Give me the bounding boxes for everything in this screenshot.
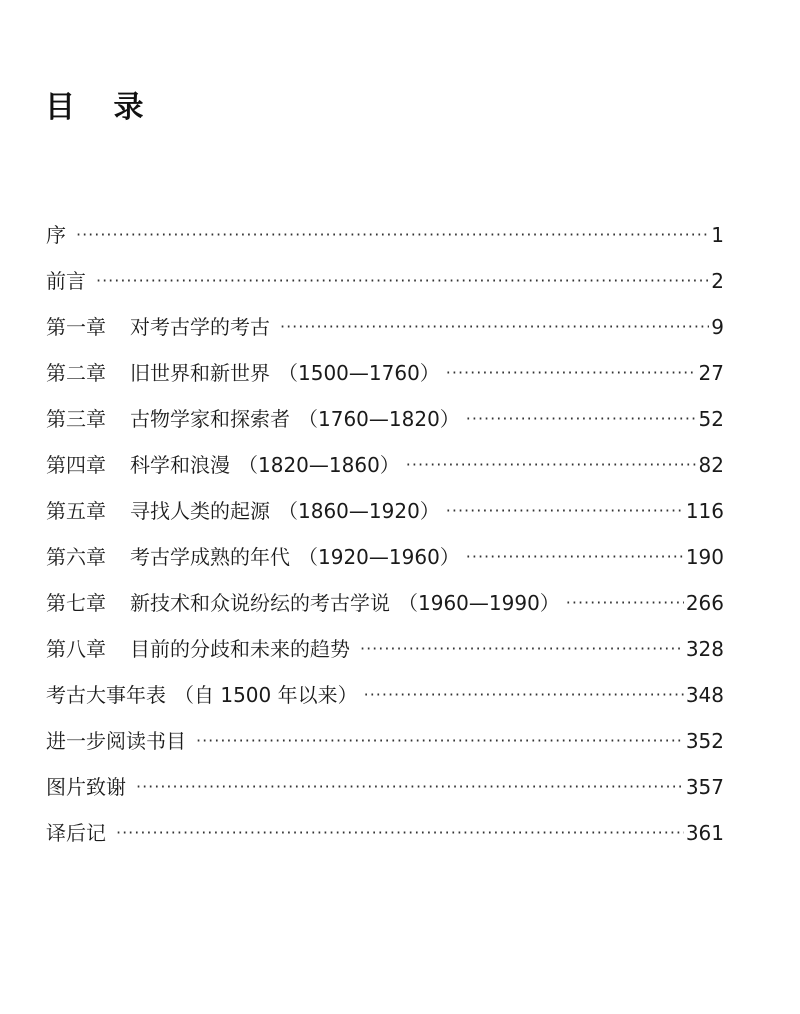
toc-entry-title: 目前的分歧和未来的趋势	[130, 637, 350, 661]
toc-entry-page-number: 357	[685, 775, 724, 799]
toc-entry-chapter: 第二章	[46, 361, 106, 385]
toc-entry[interactable]	[46, 818, 724, 864]
dot-leader	[406, 450, 697, 480]
toc-entry-title: 新技术和众说纷纭的考古学说	[130, 591, 390, 615]
toc-entry-title: 进一步阅读书目	[46, 729, 186, 753]
toc-entry-period: （自 1500 年以来）	[174, 683, 358, 707]
dot-leader	[196, 726, 684, 756]
dot-leader	[280, 312, 709, 342]
toc-entry[interactable]	[46, 220, 724, 266]
toc-entry-period: （1820—1860）	[238, 453, 400, 477]
dot-leader	[446, 358, 697, 388]
toc-entry-chapter: 第八章	[46, 637, 106, 661]
toc-entry[interactable]	[46, 496, 724, 542]
toc-entry-page-number: 348	[685, 683, 724, 707]
dot-leader	[136, 772, 684, 802]
toc-entry[interactable]	[46, 358, 724, 404]
toc-entry-chapter: 第三章	[46, 407, 106, 431]
toc-entry-page-number: 266	[685, 591, 724, 615]
toc-entry-period: （1960—1990）	[398, 591, 560, 615]
dot-leader	[566, 588, 684, 618]
toc-entry[interactable]	[46, 266, 724, 312]
toc-entry-title: 图片致谢	[46, 775, 126, 799]
toc-entry-title: 旧世界和新世界	[130, 361, 270, 385]
toc-entry[interactable]	[46, 680, 724, 726]
toc-entry-period: （1860—1920）	[278, 499, 440, 523]
toc-entry-chapter: 第一章	[46, 315, 106, 339]
toc-entry-chapter: 第七章	[46, 591, 106, 615]
toc-entry-page-number: 9	[711, 315, 724, 339]
toc-entry-title: 序	[46, 223, 66, 247]
toc-entry-page-number: 116	[685, 499, 724, 523]
toc-entry-title: 考古学成熟的年代	[130, 545, 290, 569]
dot-leader	[76, 220, 709, 250]
toc-entry-page-number: 52	[698, 407, 724, 431]
toc-entry-page-number: 352	[685, 729, 724, 753]
toc-entry[interactable]	[46, 450, 724, 496]
toc-entry-chapter: 第六章	[46, 545, 106, 569]
table-of-contents	[46, 220, 724, 864]
page-title: 目 录	[45, 90, 158, 125]
dot-leader	[446, 496, 684, 526]
toc-entry-period: （1920—1960）	[298, 545, 460, 569]
dot-leader	[116, 818, 684, 848]
toc-entry-page-number: 328	[685, 637, 724, 661]
dot-leader	[364, 680, 684, 710]
toc-entry-page-number: 27	[698, 361, 724, 385]
toc-entry-page-number: 82	[698, 453, 724, 477]
toc-entry[interactable]	[46, 772, 724, 818]
toc-entry[interactable]	[46, 542, 724, 588]
toc-entry[interactable]	[46, 634, 724, 680]
toc-entry-page-number: 1	[711, 223, 724, 247]
toc-entry[interactable]	[46, 312, 724, 358]
toc-entry-title: 科学和浪漫	[130, 453, 230, 477]
toc-entry[interactable]	[46, 588, 724, 634]
toc-entry-title: 对考古学的考古	[130, 315, 270, 339]
toc-entry-title: 古物学家和探索者	[130, 407, 290, 431]
toc-entry-chapter: 第四章	[46, 453, 106, 477]
toc-entry-chapter: 第五章	[46, 499, 106, 523]
toc-entry-page-number: 361	[685, 821, 724, 845]
dot-leader	[96, 266, 709, 296]
toc-entry-title: 寻找人类的起源	[130, 499, 270, 523]
toc-entry-title: 前言	[46, 269, 86, 293]
toc-entry-page-number: 2	[711, 269, 724, 293]
toc-entry-title: 考古大事年表	[46, 683, 166, 707]
toc-entry-period: （1500—1760）	[278, 361, 440, 385]
toc-entry[interactable]	[46, 404, 724, 450]
toc-entry-page-number: 190	[685, 545, 724, 569]
dot-leader	[360, 634, 684, 664]
dot-leader	[466, 404, 697, 434]
toc-entry-period: （1760—1820）	[298, 407, 460, 431]
toc-entry[interactable]	[46, 726, 724, 772]
dot-leader	[466, 542, 684, 572]
toc-entry-title: 译后记	[46, 821, 106, 845]
